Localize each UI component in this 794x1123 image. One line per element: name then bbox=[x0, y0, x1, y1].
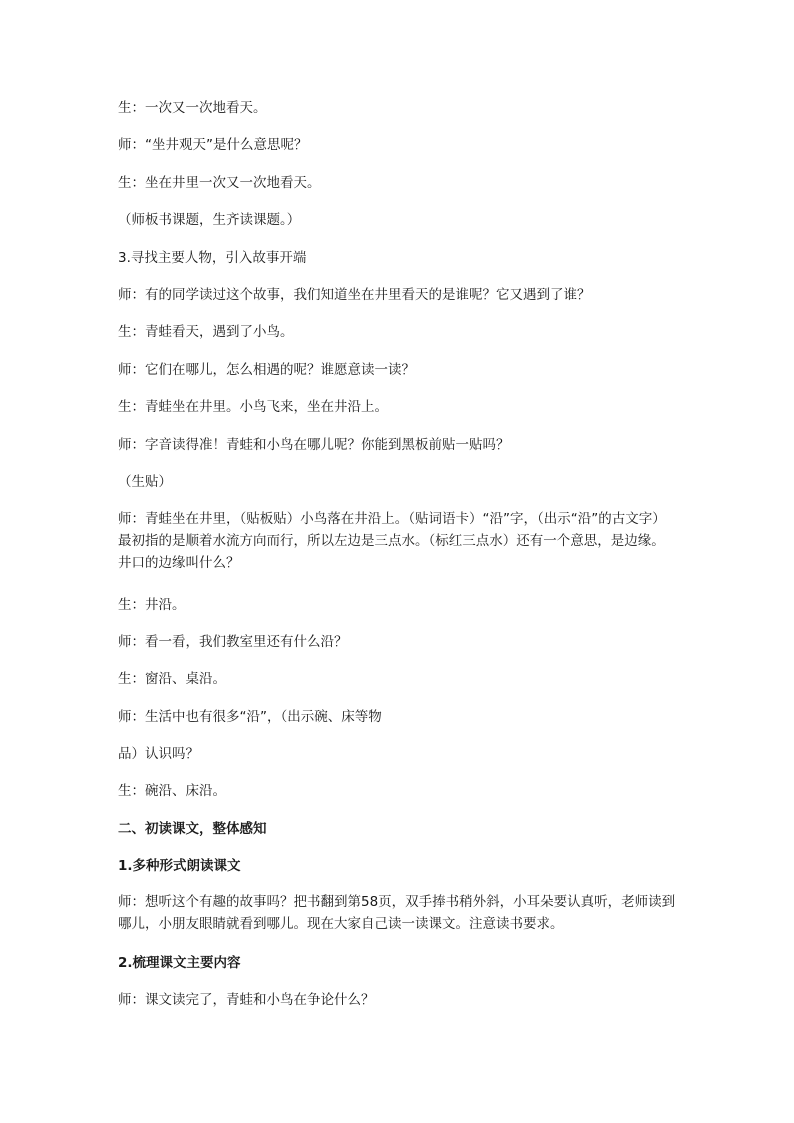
dialogue-line: 师：字音读得准！青蛙和小鸟在哪儿呢？你能到黑板前贴一贴吗？ bbox=[118, 437, 510, 453]
dialogue-line: 生：坐在井里一次又一次地看天。 bbox=[118, 175, 321, 191]
dialogue-line: 生：青蛙坐在井里。小鸟飞来，坐在井沿上。 bbox=[118, 399, 388, 415]
dialogue-line: 生：窗沿、桌沿。 bbox=[118, 671, 226, 687]
section-subheading: 1.多种形式朗读课文 bbox=[118, 858, 241, 874]
dialogue-line: 师：课文读完了，青蛙和小鸟在争论什么？ bbox=[118, 992, 375, 1008]
dialogue-line: 师：有的同学读过这个故事，我们知道坐在井里看天的是谁呢？它又遇到了谁？ bbox=[118, 287, 591, 303]
section-subheading: 3.寻找主要人物，引入故事开端 bbox=[118, 250, 307, 266]
stage-direction: （师板书课题，生齐读课题。） bbox=[118, 212, 301, 228]
dialogue-line: 生：一次又一次地看天。 bbox=[118, 100, 267, 116]
stage-direction: （生贴） bbox=[118, 474, 172, 490]
section-heading: 二、初读课文，整体感知 bbox=[118, 821, 267, 837]
dialogue-paragraph: 师：想听这个有趣的故事吗？把书翻到第58页，双手捧书稍外斜，小耳朵要认真听，老师读到哪儿，小朋友眼睛就看到哪儿。现在大家自己读一读课文。注意读书要求。 bbox=[118, 894, 676, 932]
dialogue-line: 师：“坐井观天”是什么意思呢？ bbox=[118, 137, 308, 153]
dialogue-line: 生：井沿。 bbox=[118, 597, 186, 613]
dialogue-line: 师：生活中也有很多“沿”，（出示碗、床等物 bbox=[118, 709, 382, 725]
dialogue-line: 师：它们在哪儿，怎么相遇的呢？谁愿意读一读？ bbox=[118, 362, 415, 378]
section-subheading: 2.梳理课文主要内容 bbox=[118, 955, 241, 971]
dialogue-line: 师：看一看，我们教室里还有什么沿？ bbox=[118, 634, 348, 650]
dialogue-line: 生：青蛙看天，遇到了小鸟。 bbox=[118, 324, 294, 340]
dialogue-line: 生：碗沿、床沿。 bbox=[118, 783, 226, 799]
dialogue-line: 品）认识吗？ bbox=[118, 746, 199, 762]
dialogue-paragraph: 师：青蛙坐在井里，（贴板贴）小鸟落在井沿上。（贴词语卡）“沿”字，（出示“沿”的古文字）最初指的是顺着水流方向而行，所以左边是三点水。（标红三点水）还有一个意思，是边缘。井口的边缘叫什么？ bbox=[118, 511, 666, 571]
